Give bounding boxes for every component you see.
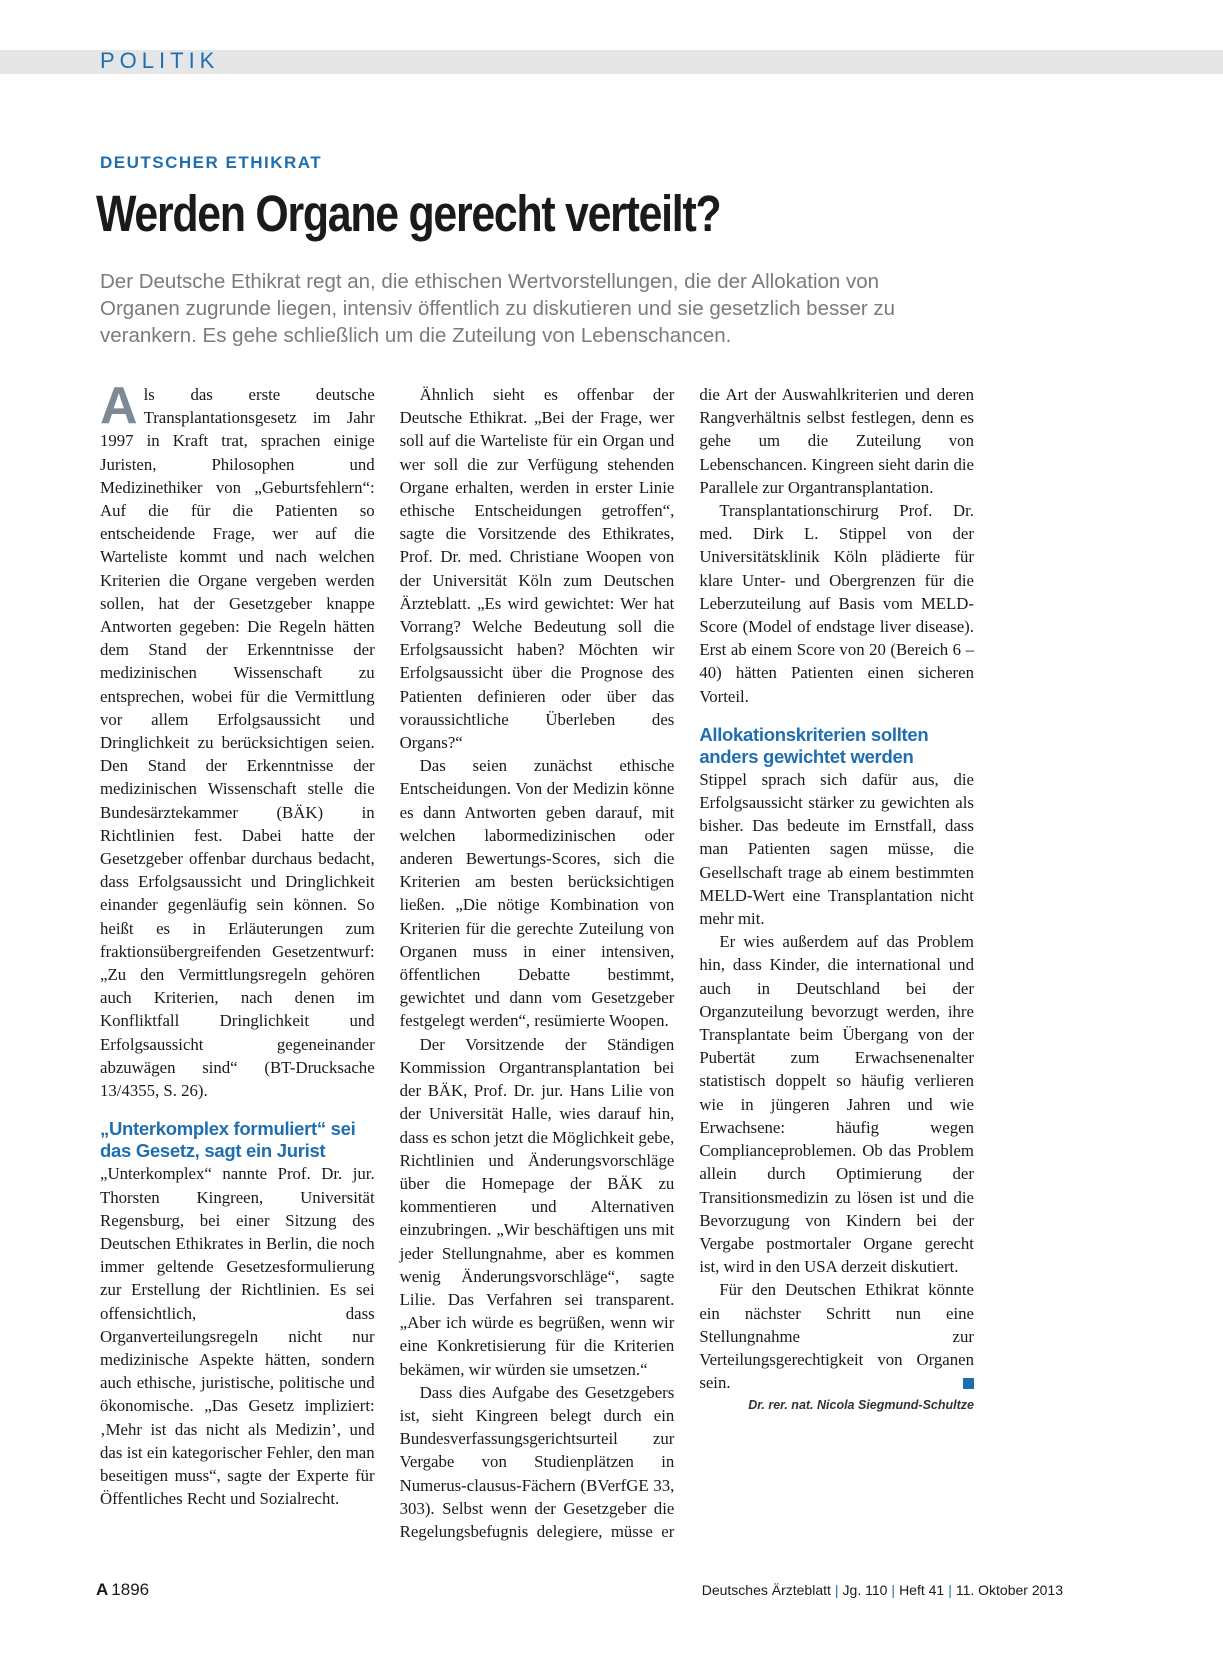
publication-name: Deutsches Ärzteblatt	[701, 1582, 831, 1598]
publication-info	[702, 1582, 1063, 1598]
body-paragraph: Ähnlich sieht es offenbar der Deutsche Ethikrat. „Bei der Frage, wer soll auf die Warteliste für ein Organ und wer soll die zur Verfügung stehenden Organe erhalten, werden in erster Linie ethische Entscheidungen getroffen“, sagte die Vorsitzende des Ethikrates, Prof. Dr. med. Christiane Woopen von der Universität Köln zum Deutschen Ärzteblatt. „Es wird gewichtet: Wer hat Vorrang? Welche Bedeutung soll die Erfolgsaussicht haben? Möchten wir Erfolgsaussicht über die Prognose des Patienten definieren oder über das voraussichtliche Überleben des Organs?“	[399, 385, 675, 753]
end-mark-icon	[963, 1378, 974, 1389]
body-paragraph: Als das erste deutsche Transplantationsgesetz im Jahr 1997 in Kraft trat, sprachen einige Juristen, Philosophen und Medizinethiker von „Geburtsfehlern“: Auf die für die Patienten so entscheidende Frage, wer auf die Warteliste kommt und nach welchen Kriterien die Organe vergeben werden sollen, hat der Gesetzgeber knappe Antworten gegeben: Die Regeln hätten dem Stand der Erkenntnisse der medizinischen Wissenschaft zu entsprechen, wobei für die Vermittlung vor allem Erfolgsaussicht und Dringlichkeit zu berücksichtigen seien. Den Stand der Erkenntnisse der medizinischen Wissenschaft stelle die Bundesärztekammer (BÄK) in Richtlinien fest. Dabei hatte der Gesetzgeber offenbar durchaus bedacht, dass Erfolgsaussicht und Dringlichkeit einander gegenläufig sein können. So heißt es in Erläuterungen zum fraktionsübergreifenden Gesetzentwurf: „Zu den Vermittlungsregeln gehören auch Kriterien, nach denen im Konfliktfall Dringlichkeit und Erfolgsaussicht gegeneinander abzuwägen sind“ (BT-Drucksache 13/4355, S. 26).	[100, 377, 375, 1101]
volume: Jg. 110	[842, 1582, 888, 1598]
body-paragraph: Für den Deutschen Ethikrat könnte ein nächster Schritt nun eine Stellungnahme zur Verteilungsgerechtigkeit von Organen sein.	[699, 1280, 974, 1393]
issue-date: 11. Oktober 2013	[955, 1582, 1063, 1598]
article-lead: Der Deutsche Ethikrat regt an, die ethischen Wertvorstellungen, die der Allokation von Organen zugrunde liegen, intensiv öffentlich zu diskutieren und sie gesetzlich besser zu verankern. Es gehe schließlich um die Zuteilung von Lebenschancen.	[100, 270, 896, 347]
author-byline: Dr. rer. nat. Nicola Siegmund-Schultze	[748, 1398, 974, 1413]
separator: |	[948, 1582, 952, 1598]
body-paragraph: Dass dies Aufgabe des Gesetzgebers ist, sieht Kingreen belegt durch ein Bundesverfassungsgerichtsurteil zur Vergabe von Studienplätzen in Numerus-clausus-Fächern (BVerfGE 33, 303). Selbst wenn der Gesetzgeber die Regelungsbefugnis delegiere, müsse er die Art der Auswahlkriterien und deren Rangverhältnis selbst festlegen, denn es gehe um die Zuteilung von Lebenschancen. Kingreen sieht darin die Parallele zur Organtransplantation.	[399, 385, 974, 1541]
issue: Heft 41	[899, 1582, 945, 1598]
article-headline: Werden Organe gerecht verteilt?	[96, 185, 721, 242]
page-number-value: 1896	[111, 1580, 150, 1599]
article-kicker: DEUTSCHER ETHIKRAT	[100, 153, 323, 172]
subheading: „Unterkomplex formuliert“ sei das Gesetz, sagt ein Jurist	[100, 1118, 356, 1162]
drop-cap: A	[100, 377, 138, 435]
body-paragraph: Stippel sprach sich dafür aus, die Erfolgsaussicht stärker zu gewichten als bisher. Das bedeute im Ernstfall, dass man Patienten sagen müsse, die Gesellschaft trage ab einem bestimmten MELD-Wert eine Transplantation nicht mehr mit.	[699, 769, 974, 929]
section-label: POLITIK	[100, 48, 220, 73]
separator: |	[834, 1582, 839, 1598]
separator: |	[891, 1582, 896, 1598]
body-paragraph: Der Vorsitzende der Ständigen Kommission Organtransplantation bei der BÄK, Prof. Dr. jur. Hans Lilie von der Universität Halle, wies darauf hin, dass es schon jetzt die Möglichkeit gebe, Richtlinien und Änderungsvorschläge über die Homepage der BÄK zu kommentieren und Alternativen einzubringen. „Wir beschäftigen uns mit jeder Stellungnahme, aber es kommen wenig Änderungsvorschläge“, sagte Lilie. Das Verfahren sei transparent. „Aber ich würde es begrüßen, wenn wir eine Konkretisierung für die Kriterien bekämen, wir würden sie umsetzen.“	[399, 1034, 675, 1379]
body-paragraph: Er wies außerdem auf das Problem hin, dass Kinder, die international und auch in Deutschland bei der Organzuteilung bevorzugt werden, ihre Transplantate beim Übergang von der Pubertät zum Erwachsenenalter statistisch doppelt so häufig verlieren wie in jüngeren Jahren und wie Erwachsene: häufig wegen Complianceproblemen. Ob das Problem allein durch Optimierung der Transitionsmedizin zu lösen ist und die Bevorzugung von Kindern bei der Vergabe postmortaler Organe gerecht ist, wird in den USA derzeit diskutiert.	[699, 932, 974, 1277]
body-paragraph: Transplantationschirurg Prof. Dr. med. Dirk L. Stippel von der Universitätsklinik Köln plädierte für klare Unter- und Obergrenzen für die Leberzuteilung auf Basis vom MELD-Score (Model of endstage liver disease). Erst ab einem Score von 20 (Bereich 6 – 40) hätten Patienten einen sicheren Vorteil.	[699, 501, 974, 706]
article-body	[100, 377, 974, 1553]
body-paragraph: „Unterkomplex“ nannte Prof. Dr. jur. Thorsten Kingreen, Universität Regensburg, bei einer Sitzung des Deutschen Ethikrates in Berlin, die noch immer geltende Gesetzesformulierung zur Erstellung der Richtlinien. Es sei offensichtlich, dass Organverteilungsregeln nicht nur medizinische Aspekte hätten, sondern auch ethische, juristische, politische und ökonomische. „Das Gesetz impliziert: ‚Mehr ist das nicht als Medizin’, und das ist ein kategorischer Fehler, den man beseitigen muss“, sagte der Experte für Öffentliches Recht und Sozialrecht.	[100, 1164, 375, 1509]
page-number	[96, 1580, 149, 1600]
page-letter: A	[96, 1580, 109, 1599]
body-paragraph: Das seien zunächst ethische Entscheidungen. Von der Medizin könne es dann Antworten geben darauf, mit welchen labormedizinischen oder anderen Bewertungs-Scores, sich die Kriterien am besten berücksichtigen ließen. „Die nötige Kombination von Kriterien für die gerechte Zuteilung von Organen muss in einer intensiven, öffentlichen Debatte bestimmt, gewichtet und dann vom Gesetzgeber festgelegt werden“, resümierte Woopen.	[399, 756, 675, 1031]
subheading: Allokationskriterien sollten anders gewichtet werden	[699, 723, 929, 767]
